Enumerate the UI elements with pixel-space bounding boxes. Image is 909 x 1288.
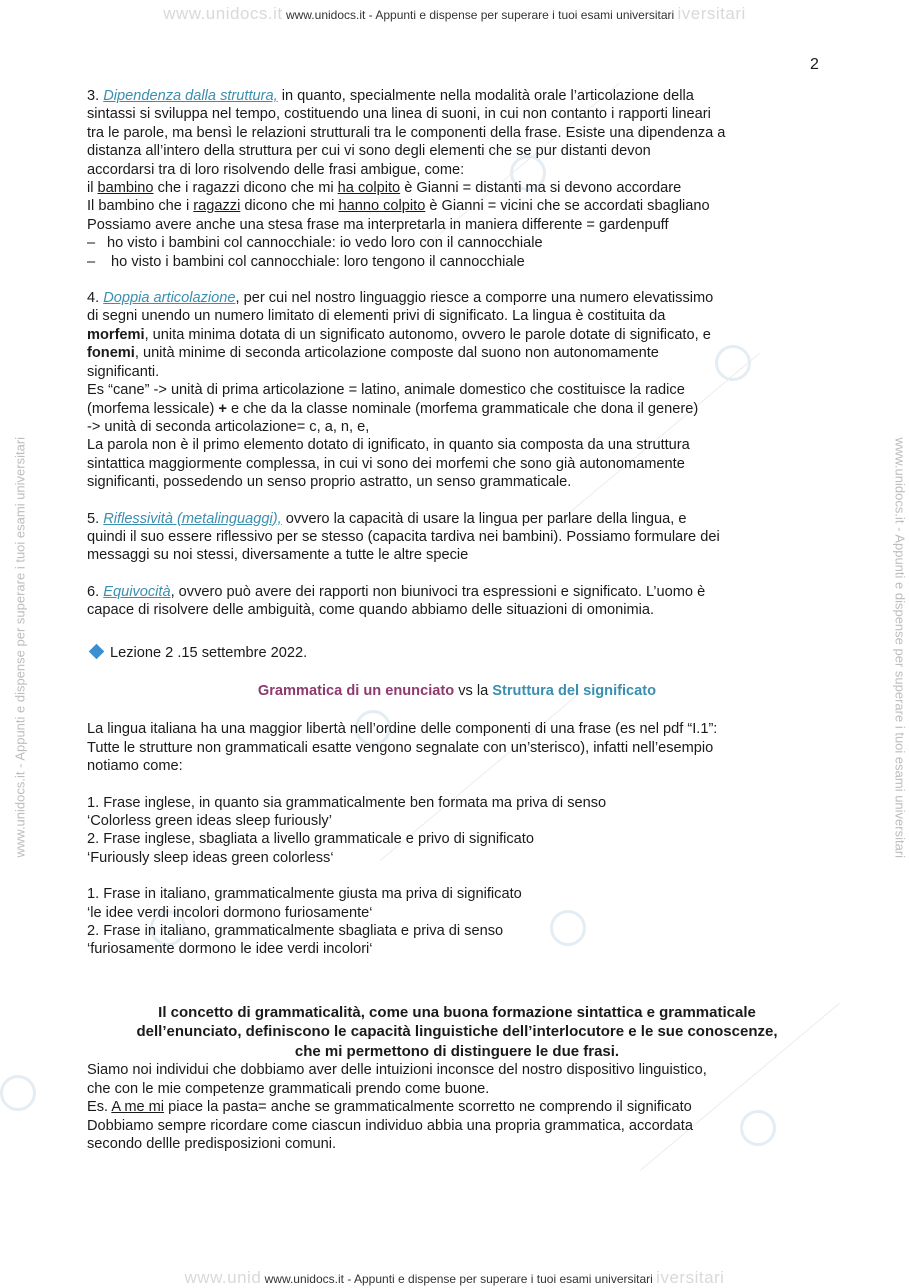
right-side-watermark: www.unidocs.it - Appunti e dispense per superare i tuoi esami universitari bbox=[892, 437, 908, 859]
lesson-title: Lezione 2 .15 settembre 2022. bbox=[110, 644, 308, 661]
example-quote: ‘Furiously sleep ideas green colorless‘ bbox=[87, 849, 334, 866]
concept-line: secondo dellle predisposizioni comuni. bbox=[87, 1135, 337, 1152]
dash-bullet: – bbox=[87, 235, 96, 252]
section-4-line: -> unità di seconda articolazione= c, a, n, e, bbox=[87, 418, 370, 435]
text: , unità minime di seconda articolazione composte dal suono non autonomamente bbox=[134, 345, 659, 362]
section-6-line bbox=[87, 583, 827, 601]
top-watermark bbox=[0, 4, 909, 24]
section-4-line: Es “cane” -> unità di prima articolazione = latino, animale domestico che costituisce la radice bbox=[87, 382, 685, 399]
underlined-word: ha colpito bbox=[337, 180, 401, 197]
concept-bold-line: Il concetto di grammaticalità, come una buona formazione sintattica e grammaticale bbox=[158, 1003, 756, 1021]
section-number: 4. bbox=[87, 290, 100, 307]
left-side-watermark: www.unidocs.it - Appunti e dispense per superare i tuoi esami universitari bbox=[12, 436, 28, 858]
text: Il bambino che i bbox=[87, 198, 194, 215]
page-number: 2 bbox=[810, 56, 819, 73]
text: il bbox=[87, 180, 98, 197]
bold-term: fonemi bbox=[87, 345, 135, 362]
section-4-line bbox=[87, 326, 827, 344]
document-body bbox=[87, 87, 827, 1153]
numbered-item: 1. Frase in italiano, grammaticalmente giusta ma priva di significato bbox=[87, 886, 522, 903]
section-5-line: quindi il suo essere riflessivo per se stesso (capacita tardiva nei bambini). Possiamo formulare dei bbox=[87, 528, 720, 545]
text: ovvero la capacità di usare la lingua per parlare della lingua, e bbox=[281, 510, 687, 527]
concept-line: che con le mie competenze grammaticali prendo come buone. bbox=[87, 1080, 490, 1097]
term-equivocita-link[interactable]: Equivocità bbox=[103, 583, 171, 600]
bottom-watermark-ghost-right: iversitari bbox=[656, 1268, 725, 1287]
example-line bbox=[87, 179, 827, 197]
text: , unita minima dotata di un significato autonomo, ovvero le parole dotate di significato, e bbox=[144, 326, 711, 343]
underlined-word: A me mi bbox=[111, 1099, 165, 1116]
text: , per cui nel nostro linguaggio riesce a comporre una numero elevatissimo bbox=[235, 290, 714, 307]
section-number: 5. bbox=[87, 510, 100, 527]
section-3-line bbox=[87, 87, 827, 105]
section-number: 3. bbox=[87, 88, 100, 104]
text: e che da la classe nominale (morfema grammaticale che dona il genere) bbox=[226, 400, 699, 417]
underlined-word: ragazzi bbox=[193, 198, 241, 215]
text: che i ragazzi dicono che mi bbox=[153, 180, 338, 197]
section-6-line: capace di risolvere delle ambiguità, come quando abbiamo delle situazioni di omonimia. bbox=[87, 602, 655, 619]
intro-line: Tutte le strutture non grammaticali esatte vengono segnalate con un’sterisco), infatti nell’esempio bbox=[87, 739, 714, 756]
dash-bullet: – bbox=[87, 253, 96, 270]
bottom-watermark bbox=[0, 1268, 909, 1288]
concept-bold-line: che mi permettono di distinguere le due frasi. bbox=[294, 1042, 620, 1060]
section-4-line: significanti, possedendo un senso proprio astratto, un senso grammaticale. bbox=[87, 474, 572, 491]
section-4-line: di segni unendo un numero limitato di elementi privi di significato. La lingua è costituita da bbox=[87, 308, 666, 325]
dash-item bbox=[87, 234, 827, 252]
example-quote: ‘le idee verdi incolori dormono furiosamente‘ bbox=[87, 904, 373, 921]
underlined-word: bambino bbox=[97, 180, 154, 197]
intro-line: La lingua italiana ha una maggior libertà nell’ordine delle componenti di una frase (es nel pdf “I.1”: bbox=[87, 721, 718, 738]
text: Es. bbox=[87, 1099, 112, 1116]
section-4-line bbox=[87, 289, 827, 307]
example-line bbox=[87, 197, 827, 215]
watermark-logo-icon bbox=[0, 1075, 36, 1111]
section-number: 6. bbox=[87, 583, 100, 600]
underlined-word: hanno colpito bbox=[338, 198, 426, 215]
numbered-item: 1. Frase inglese, in quanto sia grammaticalmente ben formata ma priva di senso bbox=[87, 794, 607, 811]
section-4-line: significanti. bbox=[87, 363, 160, 380]
section-5-line: messaggi su noi stessi, diversamente a tutte le altre specie bbox=[87, 547, 469, 564]
intro-line: notiamo come: bbox=[87, 758, 183, 775]
section-4-line: sintattica maggiormente complessa, in cui vi sono dei morfemi che sono già autonomamente bbox=[87, 455, 685, 472]
section-3-line: tra le parole, ma bensì le relazioni strutturali tra le componenti della frase. Esiste una dipendenza a bbox=[87, 124, 726, 141]
concept-line bbox=[87, 1098, 827, 1116]
text: , ovvero può avere dei rapporti non biunivoci tra espressioni e significato. L’uomo è bbox=[170, 583, 706, 600]
text: in quanto, specialmente nella modalità orale l’articolazione della bbox=[277, 88, 694, 104]
section-3-line: Possiamo avere anche una stesa frase ma interpretarla in maniera differente = gardenpuff bbox=[87, 216, 669, 233]
bottom-watermark-ghost-left: www.unid bbox=[184, 1268, 262, 1287]
heading-mid: vs la bbox=[454, 682, 493, 699]
concept-bold-line: dell’enunciato, definiscono le capacità linguistiche dell’interlocutore e le sue conoscenze, bbox=[136, 1023, 778, 1041]
section-3-line: sintassi si sviluppa nel tempo, costituendo una linea di suoni, in cui non contanto i rapporti lineari bbox=[87, 106, 711, 123]
text: è Gianni = vicini che se accordati sbagliano bbox=[425, 198, 710, 215]
concept-line: Siamo noi individui che dobbiamo aver delle intuizioni inconsce del nostro dispositivo linguistico, bbox=[87, 1062, 707, 1079]
diamond-bullet-icon bbox=[89, 643, 105, 659]
text: ho visto i bambini col cannocchiale: loro tengono il cannocchiale bbox=[107, 253, 525, 270]
lesson-line bbox=[87, 644, 827, 662]
bold-term: morfemi bbox=[87, 326, 145, 343]
text: (morfema lessicale) bbox=[87, 400, 219, 417]
section-4-line bbox=[87, 400, 827, 418]
numbered-item: 2. Frase in italiano, grammaticalmente sbagliata e priva di senso bbox=[87, 923, 504, 940]
plus-sign: + bbox=[218, 400, 227, 417]
term-riflessivita-link[interactable]: Riflessività (metalinguaggi), bbox=[103, 510, 282, 527]
top-watermark-ghost-right: iversitari bbox=[677, 4, 746, 23]
heading-part-2: Struttura del significato bbox=[492, 682, 657, 699]
concept-line: Dobbiamo sempre ricordare come ciascun individuo abbia una propria grammatica, accordata bbox=[87, 1117, 693, 1134]
top-watermark-ghost-left: www.unidocs.it bbox=[163, 4, 283, 23]
example-quote: ‘furiosamente dormono le idee verdi incolori‘ bbox=[87, 941, 373, 958]
dash-item bbox=[87, 253, 827, 271]
bottom-watermark-text: www.unidocs.it - Appunti e dispense per superare i tuoi esami universitari bbox=[264, 1272, 653, 1286]
section-5-line bbox=[87, 510, 827, 528]
text: è Gianni = distanti ma si devono accordare bbox=[400, 180, 682, 197]
text: ho visto i bambini col cannocchiale: io vedo loro con il cannocchiale bbox=[107, 235, 543, 252]
section-4-line bbox=[87, 344, 827, 362]
section-heading bbox=[87, 682, 827, 700]
section-4-line: La parola non è il primo elemento dotato di ignificato, in quanto sia composta da una struttura bbox=[87, 437, 690, 454]
top-watermark-text: www.unidocs.it - Appunti e dispense per superare i tuoi esami universitari bbox=[285, 8, 675, 22]
section-3-line: accordarsi tra di loro risolvendo delle frasi ambigue, come: bbox=[87, 161, 465, 178]
heading-part-1: Grammatica di un enunciato bbox=[257, 682, 455, 699]
section-3-line: distanza all’intero della struttura per cui vi sono degli elementi che se pur distanti devon bbox=[87, 143, 651, 160]
text: dicono che mi bbox=[240, 198, 339, 215]
term-dipendenza-link[interactable]: Dipendenza dalla struttura, bbox=[103, 88, 278, 104]
numbered-item: 2. Frase inglese, sbagliata a livello grammaticale e privo di significato bbox=[87, 831, 534, 848]
text: piace la pasta= anche se grammaticalmente scorretto ne comprendo il significato bbox=[164, 1099, 692, 1116]
example-quote: ‘Colorless green ideas sleep furiously’ bbox=[87, 813, 332, 829]
term-doppia-link[interactable]: Doppia articolazione bbox=[103, 290, 236, 307]
